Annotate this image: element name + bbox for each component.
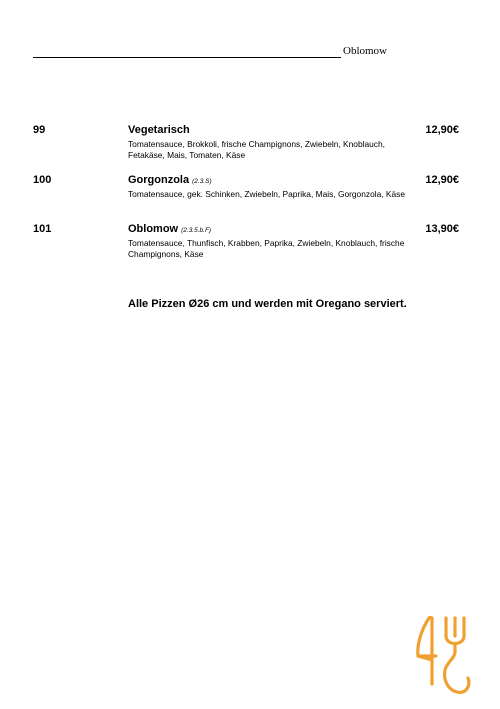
item-body — [128, 123, 413, 161]
item-description: Tomatensauce, gek. Schinken, Zwiebeln, Paprika, Mais, Gorgonzola, Käse — [128, 189, 405, 199]
item-body — [128, 173, 413, 200]
item-name-line — [128, 123, 413, 139]
fork-knife-logo-icon — [414, 614, 474, 698]
item-description: Tomatensauce, Thunfisch, Krabben, Paprika, Zwiebeln, Knoblauch, frische Champignons, Käse — [128, 238, 405, 259]
page-header — [33, 42, 393, 58]
item-price: 13,90€ — [425, 223, 459, 235]
item-name: Oblomow — [128, 223, 179, 235]
item-name: Vegetarisch — [128, 124, 190, 136]
item-codes: (2.3.5.b.F) — [181, 227, 212, 234]
pizza-note: Alle Pizzen Ø26 cm und werden mit Oregano serviert. — [128, 298, 407, 310]
item-name-line — [128, 222, 413, 238]
item-name-line — [128, 173, 413, 189]
item-name: Gorgonzola — [128, 174, 190, 186]
header-rule — [33, 43, 341, 58]
item-price: 12,90€ — [425, 174, 459, 186]
item-description: Tomatensauce, Brokkoli, frische Champignons, Zwiebeln, Knoblauch, Fetakäse, Mais, Tomaten, Käse — [128, 139, 385, 160]
item-price: 12,90€ — [425, 124, 459, 136]
item-codes: (2.3.S) — [192, 178, 212, 185]
item-body — [128, 222, 413, 260]
header-title: Oblomow — [343, 45, 387, 57]
item-number: 99 — [33, 124, 46, 136]
item-number: 100 — [33, 174, 52, 186]
item-number: 101 — [33, 223, 52, 235]
